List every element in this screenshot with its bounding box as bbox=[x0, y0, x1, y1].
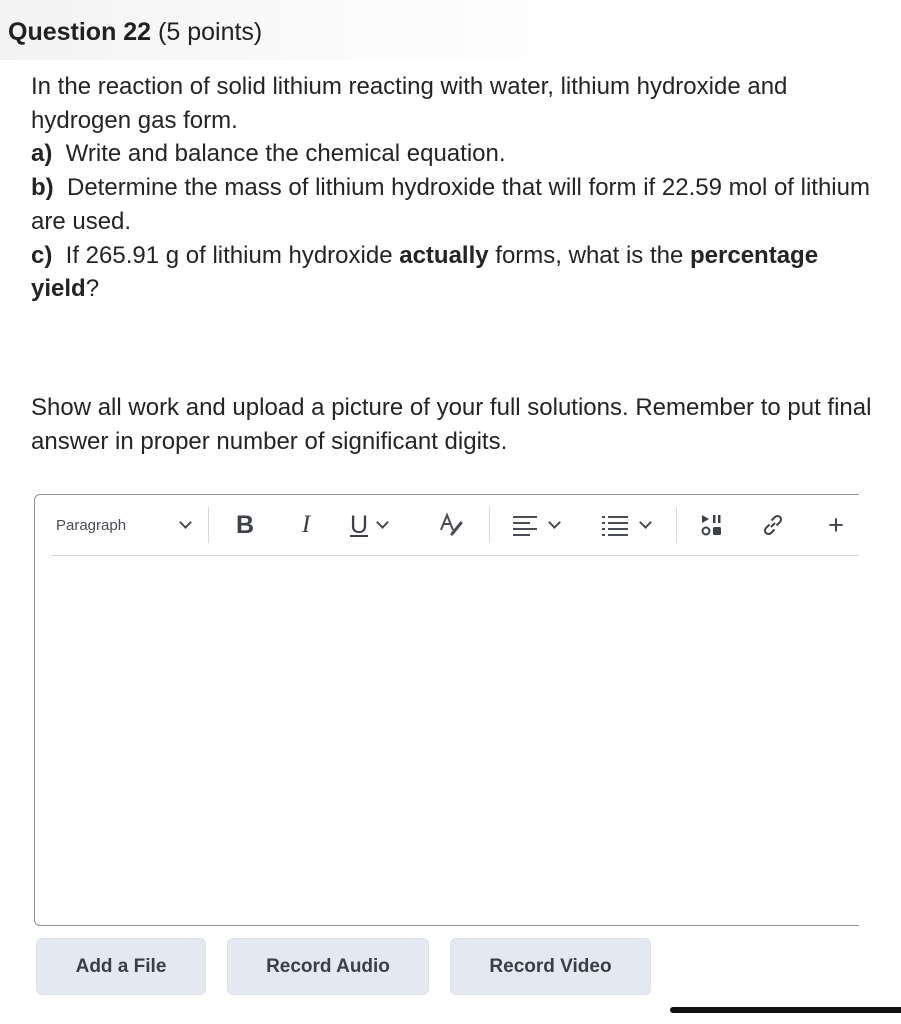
record-video-button[interactable]: Record Video bbox=[450, 938, 651, 995]
record-audio-button[interactable]: Record Audio bbox=[227, 938, 429, 995]
chevron-down-icon bbox=[179, 516, 192, 529]
part-c bbox=[31, 239, 881, 306]
answer-editor bbox=[34, 494, 859, 926]
toolbar-divider bbox=[208, 507, 209, 543]
align-button[interactable] bbox=[512, 495, 570, 555]
question-text bbox=[31, 70, 881, 306]
italic-icon[interactable]: I bbox=[301, 511, 311, 538]
chevron-down-icon bbox=[548, 516, 561, 529]
part-b-text: Determine the mass of lithium hydroxide that will form if 22.59 mol of lithium are used. bbox=[31, 174, 877, 235]
toolbar-divider bbox=[676, 507, 677, 543]
question-title: Question 22 bbox=[8, 18, 152, 46]
format-select-value: Paragraph bbox=[56, 516, 127, 534]
part-a-text: Write and balance the chemical equation. bbox=[52, 140, 506, 168]
underline-icon: U bbox=[350, 510, 369, 539]
part-c-label: c) bbox=[31, 241, 53, 269]
chevron-down-icon bbox=[639, 516, 652, 529]
font-color-icon[interactable] bbox=[434, 495, 468, 555]
list-icon bbox=[601, 514, 629, 536]
insert-media-icon[interactable] bbox=[698, 495, 728, 555]
align-icon bbox=[512, 514, 538, 536]
question-intro-text: In the reaction of solid lithium reacting with water, lithium hydroxide and hydrogen gas form. bbox=[31, 73, 788, 134]
format-select[interactable] bbox=[52, 495, 202, 555]
part-c-emphasis-percentage-yield: percentage yield bbox=[31, 241, 819, 303]
link-icon[interactable] bbox=[758, 495, 788, 555]
question-intro bbox=[31, 70, 881, 137]
underline-button[interactable] bbox=[350, 495, 410, 555]
part-b-label: b) bbox=[31, 174, 54, 202]
part-c-question-mark: ? bbox=[85, 275, 100, 303]
question-instructions: Show all work and upload a picture of your full solutions. Remember to put final answer in proper number of significant digits. bbox=[31, 394, 872, 455]
part-a bbox=[31, 137, 881, 171]
more-icon[interactable]: + bbox=[828, 509, 844, 540]
bold-icon[interactable]: B bbox=[235, 510, 255, 539]
toolbar-divider bbox=[489, 507, 490, 543]
question-header bbox=[8, 18, 262, 47]
part-c-emphasis-actually: actually bbox=[399, 241, 489, 269]
part-b bbox=[31, 171, 881, 238]
part-c-text: If 265.91 g of lithium hydroxide bbox=[52, 241, 400, 269]
editor-toolbar bbox=[52, 495, 859, 556]
insert-media-glyph bbox=[700, 512, 726, 538]
home-indicator bbox=[670, 1007, 901, 1013]
link-glyph bbox=[760, 512, 786, 538]
chevron-down-icon bbox=[376, 516, 389, 529]
part-c-text-2: forms, what is the bbox=[488, 241, 691, 269]
add-file-button[interactable]: Add a File bbox=[36, 938, 206, 995]
list-button[interactable] bbox=[601, 495, 659, 555]
question-points: (5 points) bbox=[158, 18, 263, 46]
part-a-label: a) bbox=[31, 140, 53, 168]
editor-text-area[interactable] bbox=[35, 556, 859, 925]
font-color-glyph bbox=[438, 512, 464, 538]
